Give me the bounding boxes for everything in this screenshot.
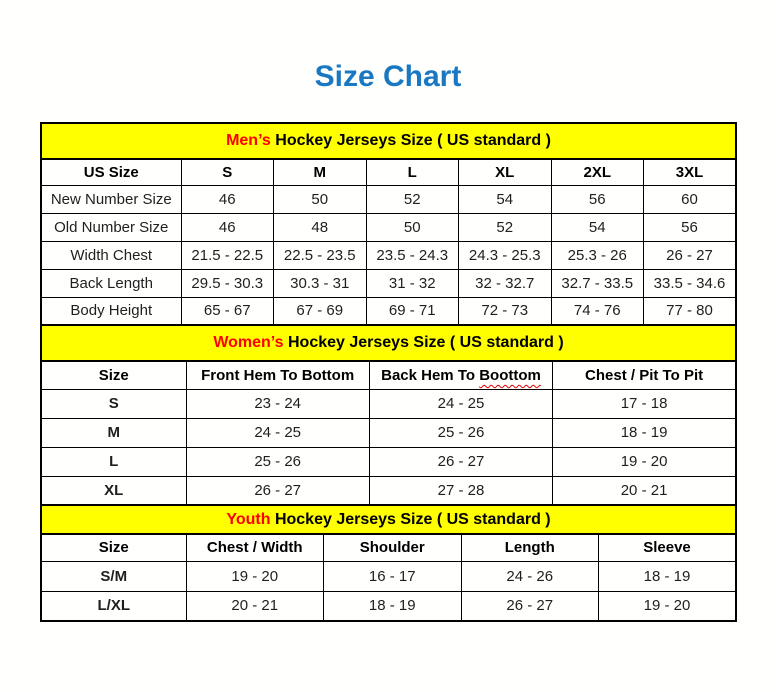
youth-banner-highlight: Youth — [226, 510, 271, 528]
size-value: 26 - 27 — [369, 447, 552, 476]
row-label: Body Height — [41, 297, 181, 325]
size-value: 19 - 20 — [553, 447, 736, 476]
row-label: L/XL — [41, 591, 186, 621]
table-row — [41, 213, 736, 241]
size-value: 26 - 27 — [644, 241, 737, 269]
womens-header-row — [41, 361, 736, 389]
column-header: Size — [41, 534, 186, 561]
size-value: 50 — [274, 185, 367, 213]
size-value: 33.5 - 34.6 — [644, 269, 737, 297]
table-row — [41, 418, 736, 447]
size-value: 29.5 - 30.3 — [181, 269, 274, 297]
column-header: Size — [41, 361, 186, 389]
row-label: Back Length — [41, 269, 181, 297]
youth-banner-row — [41, 505, 736, 534]
size-value: 16 - 17 — [324, 561, 462, 591]
table-row — [41, 241, 736, 269]
table-row — [41, 476, 736, 505]
table-row — [41, 561, 736, 591]
table-row — [41, 269, 736, 297]
row-label: Old Number Size — [41, 213, 181, 241]
misspelled-word-spellcheck: Boottom — [479, 366, 541, 384]
size-value: 24 - 25 — [369, 389, 552, 418]
row-label: XL — [41, 476, 186, 505]
youth-banner-rest: Hockey Jerseys Size ( US standard ) — [270, 510, 551, 528]
mens-header-row — [41, 159, 736, 185]
size-value: 32.7 - 33.5 — [551, 269, 644, 297]
size-value: 21.5 - 22.5 — [181, 241, 274, 269]
size-value: 31 - 32 — [366, 269, 459, 297]
size-value: 27 - 28 — [369, 476, 552, 505]
womens-banner-highlight: Women’s — [213, 334, 284, 351]
size-value: 20 - 21 — [553, 476, 736, 505]
size-value: 24 - 25 — [186, 418, 369, 447]
size-value: 69 - 71 — [366, 297, 459, 325]
table-row — [41, 447, 736, 476]
row-label: S/M — [41, 561, 186, 591]
column-header: 2XL — [551, 159, 644, 185]
size-value: 30.3 - 31 — [274, 269, 367, 297]
size-value: 67 - 69 — [274, 297, 367, 325]
size-value: 19 - 20 — [599, 591, 737, 621]
size-value: 56 — [551, 185, 644, 213]
table-row — [41, 185, 736, 213]
size-value: 60 — [644, 185, 737, 213]
size-value: 24.3 - 25.3 — [459, 241, 552, 269]
size-value: 18 - 19 — [599, 561, 737, 591]
mens-size-table — [40, 122, 737, 326]
size-value: 18 - 19 — [324, 591, 462, 621]
column-header: Sleeve — [599, 534, 737, 561]
column-header: US Size — [41, 159, 181, 185]
size-value: 18 - 19 — [553, 418, 736, 447]
youth-size-table — [40, 504, 737, 622]
size-chart-tables — [40, 122, 737, 622]
size-value: 77 - 80 — [644, 297, 737, 325]
size-value: 46 — [181, 185, 274, 213]
mens-banner-rest: Hockey Jerseys Size ( US standard ) — [270, 132, 551, 149]
row-label: L — [41, 447, 186, 476]
page-title: Size Chart — [314, 60, 462, 93]
column-header: L — [366, 159, 459, 185]
row-label: S — [41, 389, 186, 418]
size-value: 26 - 27 — [461, 591, 599, 621]
mens-banner-highlight: Men’s — [226, 132, 271, 149]
column-header: S — [181, 159, 274, 185]
womens-size-table — [40, 324, 737, 506]
size-value: 72 - 73 — [459, 297, 552, 325]
column-header: M — [274, 159, 367, 185]
size-value: 25 - 26 — [369, 418, 552, 447]
size-value: 22.5 - 23.5 — [274, 241, 367, 269]
row-label: Width Chest — [41, 241, 181, 269]
row-label: M — [41, 418, 186, 447]
size-value: 17 - 18 — [553, 389, 736, 418]
row-label: New Number Size — [41, 185, 181, 213]
size-value: 52 — [366, 185, 459, 213]
table-row — [41, 297, 736, 325]
size-value: 25 - 26 — [186, 447, 369, 476]
mens-banner — [41, 123, 736, 159]
size-value: 25.3 - 26 — [551, 241, 644, 269]
womens-banner — [41, 325, 736, 361]
youth-banner — [41, 505, 736, 534]
size-value: 23 - 24 — [186, 389, 369, 418]
column-header: Chest / Pit To Pit — [553, 361, 736, 389]
size-value: 54 — [551, 213, 644, 241]
size-value: 32 - 32.7 — [459, 269, 552, 297]
size-value: 46 — [181, 213, 274, 241]
column-header — [369, 361, 552, 389]
size-value: 54 — [459, 185, 552, 213]
table-row — [41, 389, 736, 418]
size-value: 74 - 76 — [551, 297, 644, 325]
size-value: 20 - 21 — [186, 591, 324, 621]
table-row — [41, 591, 736, 621]
column-header: Chest / Width — [186, 534, 324, 561]
size-value: 24 - 26 — [461, 561, 599, 591]
column-header: XL — [459, 159, 552, 185]
column-header: 3XL — [644, 159, 737, 185]
size-value: 50 — [366, 213, 459, 241]
youth-header-row — [41, 534, 736, 561]
womens-banner-rest: Hockey Jerseys Size ( US standard ) — [283, 334, 564, 351]
mens-banner-row — [41, 123, 736, 159]
size-value: 26 - 27 — [186, 476, 369, 505]
womens-banner-row — [41, 325, 736, 361]
size-value: 52 — [459, 213, 552, 241]
size-value: 65 - 67 — [181, 297, 274, 325]
column-header-text: Back Hem To — [381, 366, 480, 384]
size-value: 56 — [644, 213, 737, 241]
column-header: Front Hem To Bottom — [186, 361, 369, 389]
size-value: 19 - 20 — [186, 561, 324, 591]
column-header: Length — [461, 534, 599, 561]
size-value: 48 — [274, 213, 367, 241]
column-header: Shoulder — [324, 534, 462, 561]
size-value: 23.5 - 24.3 — [366, 241, 459, 269]
